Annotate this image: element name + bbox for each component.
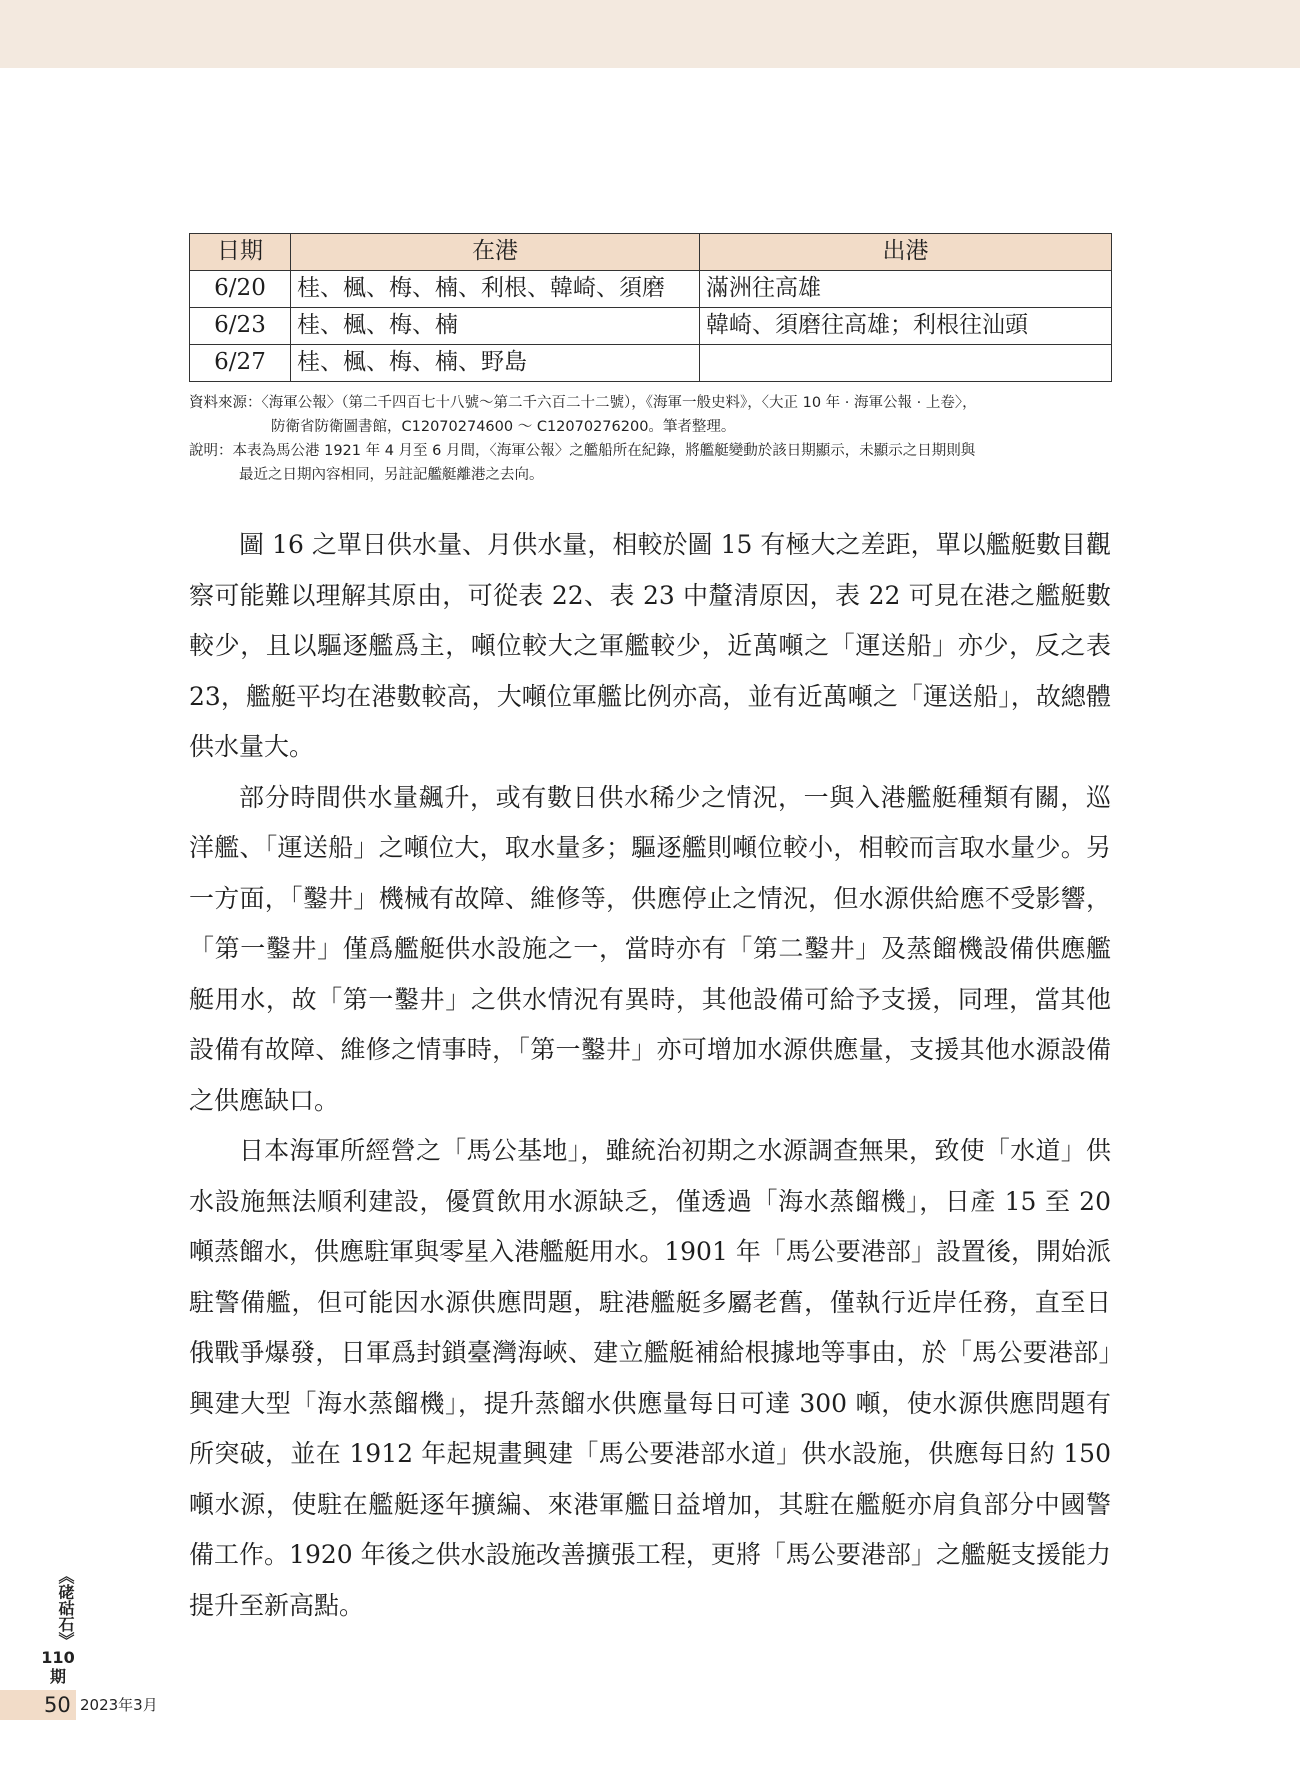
cell-in-port: 桂、楓、梅、楠 [291, 308, 700, 345]
journal-title-vertical: 《硓𥑮石》 [56, 1568, 75, 1648]
body-text [189, 520, 1111, 1631]
explanation-note-line-1: 說明：本表為馬公港 1921 年 4 月至 6 月間，〈海軍公報〉之艦船所在紀錄，將艦艇變動於該日期顯示，未顯示之日期則與 [189, 443, 976, 459]
header-departure: 出港 [700, 234, 1112, 271]
cell-date: 6/27 [190, 345, 291, 382]
table-row [190, 271, 1112, 308]
issue-suffix: 期 [49, 1667, 66, 1686]
paragraph: 圖 16 之單日供水量、月供水量，相較於圖 15 有極大之差距，單以艦艇數目觀察可能難以理解其原由，可從表 22、表 23 中釐清原因，表 22 可見在港之艦艇數較少，且以驅逐艦爲主，噸位較大之軍艦較少，近萬噸之「運送船」亦少，反之表 23，艦艇平均在港數較高，大噸位軍艦比例亦高，並有近萬噸之「運送船」，故總體供水量大。 [189, 530, 1111, 761]
table-row [190, 308, 1112, 345]
table-row [190, 345, 1112, 382]
header-in-port: 在港 [291, 234, 700, 271]
issue-label [36, 1648, 80, 1686]
table-notes [189, 391, 1119, 487]
paragraph: 部分時間供水量飆升，或有數日供水稀少之情況，一與入港艦艇種類有關，巡洋艦、「運送船」之噸位大，取水量多；驅逐艦則噸位較小，相較而言取水量少。另一方面，「鑿井」機械有故障、維修等，供應停止之情況，但水源供給應不受影響，「第一鑿井」僅爲艦艇供水設施之一，當時亦有「第二鑿井」及蒸餾機設備供應艦艇用水，故「第一鑿井」之供水情況有異時，其他設備可給予支援，同理，當其他設備有故障、維修之情事時，「第一鑿井」亦可增加水源供應量，支援其他水源設備之供應缺口。 [189, 782, 1111, 1115]
header-date: 日期 [190, 234, 291, 271]
ship-table [189, 233, 1112, 382]
cell-in-port: 桂、楓、梅、楠、利根、韓崎、須磨 [291, 271, 700, 308]
source-note-line-1: 資料來源：〈海軍公報〉（第二千四百七十八號～第二千六百二十二號），《海軍一般史料》，〈大正 10 年 · 海軍公報 · 上卷〉， [189, 395, 977, 411]
ship-table-container [189, 233, 1111, 382]
cell-date: 6/23 [190, 308, 291, 345]
table-header-row [190, 234, 1112, 271]
explanation-note-line-2: 最近之日期內容相同，另註記艦艇離港之去向。 [239, 467, 544, 483]
cell-departure [700, 345, 1112, 382]
issue-number: 110 [41, 1648, 75, 1667]
page-number: 50 [44, 1693, 71, 1717]
paragraph: 日本海軍所經營之「馬公基地」，雖統治初期之水源調查無果，致使「水道」供水設施無法順利建設，優質飲用水源缺乏，僅透過「海水蒸餾機」，日產 15 至 20 噸蒸餾水，供應駐軍與零星入港艦艇用水。1901 年「馬公要港部」設置後，開始派駐警備艦，但可能因水源供應問題，駐港艦艇多屬老舊，僅執行近岸任務，直至日俄戰爭爆發，日軍爲封鎖臺灣海峽、建立艦艇補給根據地等事由，於「馬公要港部」興建大型「海水蒸餾機」，提升蒸餾水供應量每日可達 300 噸，使水源供應問題有所突破，並在 1912 年起規畫興建「馬公要港部水道」供水設施，供應每日約 150 噸水源，使駐在艦艇逐年擴編、來港軍艦日益增加，其駐在艦艇亦肩負部分中國警備工作。1920 年後之供水設施改善擴張工程，更將「馬公要港部」之艦艇支援能力提升至新高點。 [189, 1136, 1111, 1620]
cell-date: 6/20 [190, 271, 291, 308]
issue-date: 2023年3月 [80, 1696, 158, 1714]
cell-departure: 韓崎、須磨往高雄；利根往汕頭 [700, 308, 1112, 345]
source-note-line-2: 防衛省防衛圖書館，C12070274600 ～ C12070276200。筆者整理。 [271, 419, 736, 435]
cell-in-port: 桂、楓、梅、楠、野島 [291, 345, 700, 382]
cell-departure: 滿洲往高雄 [700, 271, 1112, 308]
top-decorative-band [0, 0, 1300, 68]
